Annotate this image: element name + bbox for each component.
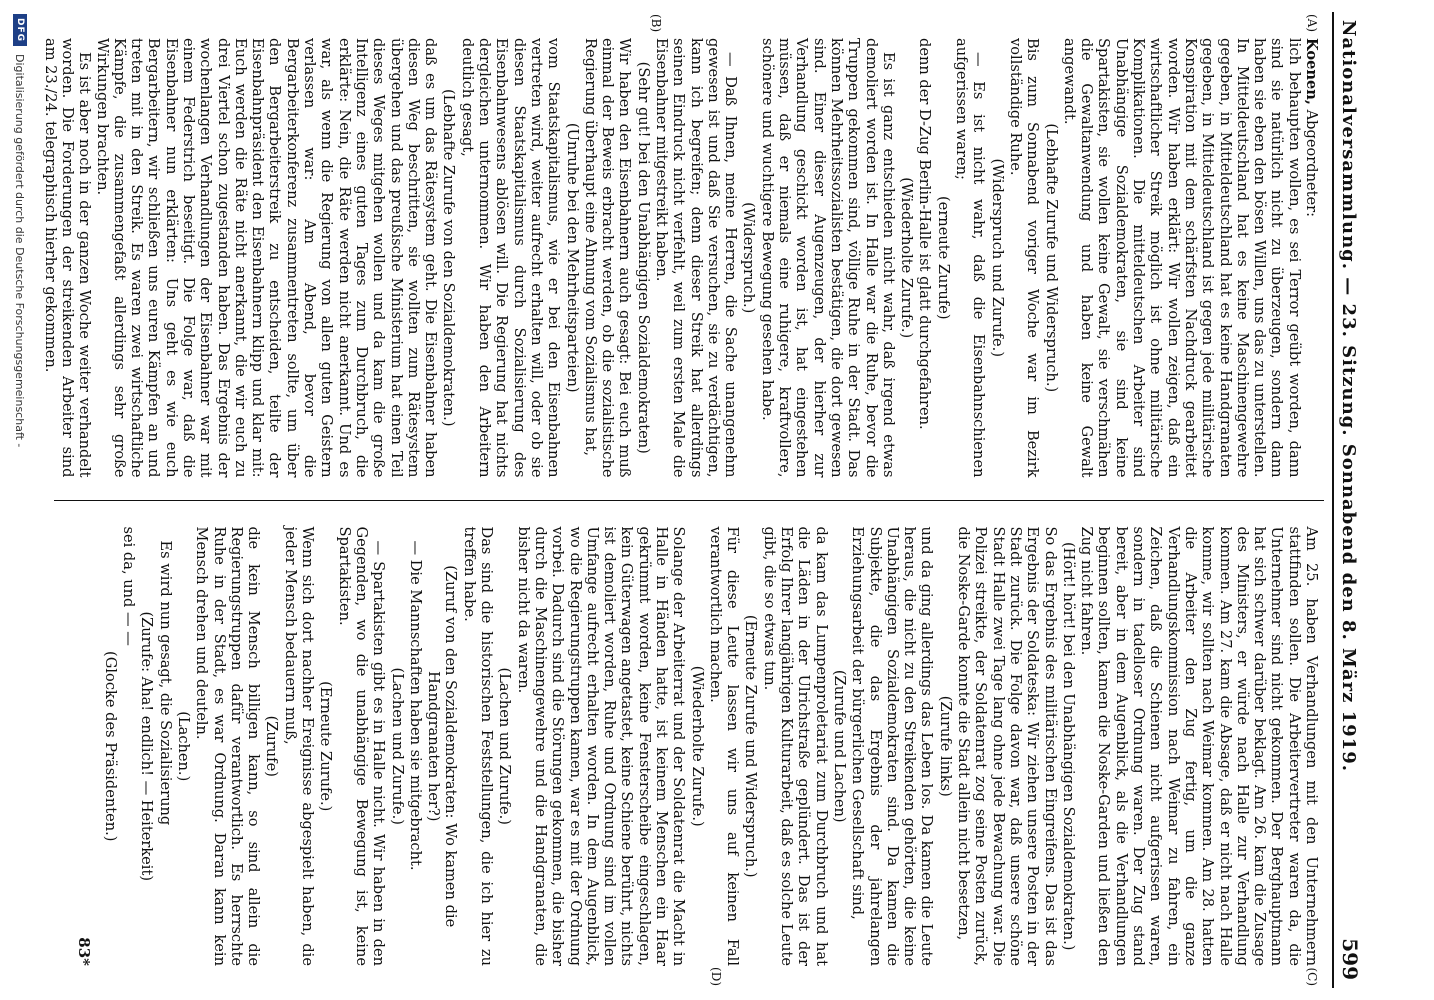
paragraph: Bis zum Sonnabend voriger Woche war im Bezirk vollständige Ruhe.	[1006, 38, 1042, 478]
paragraph: Das sind die historischen Feststellungen, die ich hier zu treffen habe.	[460, 526, 496, 966]
dfg-logo: DFG	[13, 14, 27, 46]
paragraph: — Die Mannschaften haben sie mitgebracht.	[406, 540, 424, 871]
interjection: (Glocke des Präsidenten.)	[101, 651, 119, 842]
margin-marker-b: (B)	[649, 14, 663, 33]
interjection: (Sehr gut! bei den Unabhängigen Sozialdemokraten)	[634, 61, 652, 454]
paragraph: sei da, und — —	[120, 526, 138, 646]
left-column	[41, 12, 1324, 501]
interjection: (Zurufe)	[263, 715, 281, 777]
digitization-credit	[0, 0, 40, 1000]
paragraph: denn der D-Zug Berlin-Halle ist glatt durchgefahren.	[916, 38, 934, 430]
margin-marker-d: (D)	[709, 967, 723, 986]
paragraph: die kein Mensch billigen kann, so sind allein die Regierungstruppen dafür verantwortlich. Es herrschte Ruhe in der Stadt, es war Ordnung. Daran kann kein Mensch drehen und deuteln.	[193, 526, 263, 966]
interjection: (Zuruf von den Sozialdemokraten: Wo kamen die Handgranaten her?)	[425, 565, 460, 928]
paragraph: und da ging allerdings das Leben los. Da kamen die Leute heraus, die nicht zu den Streikenden gehörten, die keine Unabhängigen Sozialdemokraten sind. Da kamen die Subjekte, die das Ergebnis der jahrelangen Erziehungsarbeit der bürgerlichen Gesellschaft sind,	[849, 526, 936, 966]
left-column-text	[41, 38, 1320, 478]
interjection: (Lachen.)	[175, 711, 192, 782]
interjection: (Unruhe bei den Mehrheitsparteien)	[563, 122, 581, 393]
paragraph: Solange der Arbeiterrat und der Soldatenrat die Macht in Halle in Händen hatte, ist keinem Menschen ein Haar gekrümmt worden, keine Fensterscheibe eingeschlagen, kein Güterwagen angetastet, keine Schiene berührt, nichts ist demoliert worden, Ruhe und Ordnung sind im vollen Umfange aufrecht erhalten worden. In dem Augenblick, wo die Regierungstruppen kamen, war es mit der Ordnung vorbei. Dadurch sind die Störungen gekommen, die bisher durch die Maschinengewehre und die Handgranaten, die bisher nicht da waren.	[514, 526, 688, 966]
interjection: (Wiederholte Zurufe.)	[898, 177, 916, 339]
running-title: Nationalversammlung. — 23. Sitzung. Sonnabend den 8. März 1919.	[1338, 20, 1359, 772]
speaker-name: Koenen,	[1303, 38, 1320, 105]
speaker-role: Abgeordneter:	[1303, 109, 1320, 218]
interjection: (Widerspruch und Zurufe.)	[988, 158, 1006, 358]
interjection: (Erneute Zurufe und Widerspruch.)	[742, 614, 760, 878]
interjection: (Wiederholte Zurufe.)	[688, 665, 706, 827]
paragraph: da kam das Lumpenproletariat zum Durchbruch und hat die Läden in der Ulrichstraße geplündert. Das ist der Erfolg Ihrer langjährigen Kulturarbeit, daß es solche Leute gibt, die so etwas tun.	[760, 526, 830, 966]
two-column-body	[41, 12, 1324, 988]
paragraph: Für diese Leute lassen wir uns auf keinen Fall verantwortlich machen.	[706, 526, 742, 966]
paragraph: lich behaupten wollen, es sei Terror geübt worden, dann sind sie natürlich nicht zu überzeugen, sondern dann haben sie eben den bösen Willen, uns das zu unterstellen. In Mitteldeutschland hat es keine Maschinengewehre gegeben, in Mitteldeutschland hat es keine Handgranaten gegeben, in Mitteldeutschland ist gegen jede militärische Konspiration mit dem schärfsten Nachdruck gearbeitet worden. Wir haben erklärt: Wir wollen zeigen, daß ein wirtschaftlicher Streik möglich ist ohne militärische Komplikationen. Die mitteldeutschen Arbeiter sind Unabhängige Sozialdemokraten, sie sind keine Spartakisten, sie wollen keine Gewalt, sie verschmähen die Gewaltanwendung und haben keine Gewalt angewandt.	[1060, 38, 1303, 478]
right-column	[54, 501, 1324, 989]
paragraph: vom Staatskapitalismus, wie er bei den Eisenbahnen vertreten wird, weiter aufrecht erhalten will, oder ob sie diesen Staatskapitalismus durch Sozialisierung des Eisenbahnwesens ablösen will. Die Regierung hat nichts dergleichen unternommen. Wir haben den Arbeitern deutlich gesagt,	[458, 38, 563, 478]
paragraph: daß es um das Rätesystem geht. Die Eisenbahner haben diesen Weg beschritten, sie wollten zum Rätesystem übergehen und das preußische Ministerium hat einen Teil dieses Weges mitgehen wollen und da kam die große Intelligenz eines guten Tages zum Durchbruch, die erklärte: Nein, die Räte werden nicht anerkannt. Und es war, als wenn die Regierung von allen guten Geistern verlassen war: Am Abend, bevor die Bergarbeiterkonferenz zusammentreten sollte, um über den Bergarbeiterstreik zu entscheiden, teilte der Eisenbahnpräsident den Eisenbahnern klipp und klar mit: Euch werden die Räte nicht anerkannt, die wir euch zu drei Viertel schon zugestanden haben. Das Ergebnis der wochenlangen Verhandlungen der Eisenbahner war mit einem Federstrich beseitigt. Die Folge war, daß die Eisenbahner nun erklärten: Uns geht es wie euch Bergarbeitern, wir schließen uns euren Kämpfen an und treten mit in den Streik. Es waren zwei wirtschaftliche Kämpfe, die zusammengefaßt allerdings sehr große Wirkungen brachten.	[93, 38, 440, 478]
interjection: (erneute Zurufe)	[934, 195, 952, 320]
margin-marker-a: (A)	[1305, 14, 1319, 33]
right-column-text	[102, 527, 1320, 967]
paragraph: Am 25. haben Verhandlungen mit den Unternehmern stattfinden sollen. Die Arbeitervertreter waren da, die Unternehmer sind nicht gekommen. Der Berghauptmann hat sich schwer darüber beklagt. Am 26. kam die Zusage des Ministers, er würde nach Halle zur Verhandlung kommen. Am 27. kam die Absage, daß er nicht nach Halle komme, wir sollten nach Weimar kommen. Am 28. hatten die Arbeiter den Zug fertig, um die ganze Verhandlungskommission nach Weimar zu fahren, ein Zeichen, daß die Schienen nicht aufgerissen waren, sondern in tadelloser Ordnung waren. Der Zug stand bereit, aber in dem Augenblick, als die Verhandlungen beginnen sollten, kamen die Noske-Garden und ließen den Zug nicht fahren.	[1078, 526, 1320, 966]
interjection: (Lebhafte Zurufe und Widerspruch.)	[1042, 123, 1060, 393]
paragraph: Wenn sich dort nachher Ereignisse abgespielt haben, die jeder Mensch bedauern muß,	[281, 526, 317, 966]
paragraph: So das Ergebnis des militärischen Eingreifens. Das ist das Ergebnis der Soldateska: Wir ziehen unsere Posten in der Stadt zurück. Die Folge davon war, daß unsere schöne Stadt Halle zwei Tage lang ohne jede Bewachung war. Die Polizei streikte, der Soldatenrat zog seine Posten zurück, die Noske-Garde konnte die Stadt allein nicht besetzen,	[955, 526, 1059, 966]
interjection: (Zurufe links)	[936, 695, 954, 797]
signature-mark: 83*	[74, 937, 93, 966]
printed-page	[41, 12, 1374, 988]
paragraph: Wir haben den Eisenbahnern auch gesagt: Bei euch muß einmal der Beweis erbracht werden, ob die sozialistische Regierung überhaupt eine Ahnung vom Sozialismus hat,	[581, 38, 634, 478]
paragraph: Es ist aber noch in der ganzen Woche weiter verhandelt worden. Die Forderungen der streikenden Arbeiter sind am 23./24. telegraphisch hierher gekommen.	[41, 38, 94, 478]
speaker-line	[1303, 38, 1320, 478]
margin-marker-c: (C)	[1305, 967, 1319, 986]
paragraph: Es wird nun gesagt, die Sozialisierung	[156, 540, 174, 826]
page-number: 599	[1338, 938, 1362, 980]
credit-text: Digitalisierung gefördert durch die Deutsche Forschungsgemeinschaft -	[13, 54, 27, 448]
interjection: (Hört! hört! bei den Unabhängigen Sozialdemokraten.)	[1059, 541, 1077, 951]
interjection: (Widerspruch.)	[740, 202, 758, 314]
interjection: (Zurufe und Lachen)	[830, 669, 848, 823]
paragraph: — Es ist nicht wahr, daß die Eisenbahnschienen aufgerissen waren;	[953, 38, 988, 478]
interjection: (Lachen und Zurufe.)	[388, 667, 406, 825]
interjection: (Lebhafte Zurufe von den Sozialdemokraten.)	[440, 88, 458, 427]
interjection: (Lachen und Zurufe.)	[496, 667, 514, 825]
paragraph: — Spartakisten gibt es in Halle nicht. Wir haben in den Gegenden, wo die unabhängige Bewegung ist, keine Spartakisten.	[335, 526, 388, 966]
interjection: (Zurufe: Aha! endlich! — Heiterkeit)	[138, 611, 156, 882]
running-head	[1332, 12, 1374, 988]
paragraph: — Daß Ihnen, meine Herren, die Sache unangenehm gewesen ist und daß Sie versuchen, sie zu verdächtigen, kann ich begreifen; denn dieser Streik hat allerdings seinen Eindruck nicht verfehlt, weil zum ersten Male die Eisenbahner mitgestreikt haben.	[653, 38, 740, 478]
paragraph: Es ist ganz entschieden nicht wahr, daß irgend etwas demoliert worden ist. In Halle war die Ruhe, bevor die Truppen gekommen sind, völlige Ruhe in der Stadt. Das können Mehrheitssozialisten bestätigen, die dort gewesen sind. Einer dieser Augenzeugen, der hierher zur Verhandlung geschickt worden ist, hat eingestehen müssen, daß er niemals eine ruhigere, kraftvollere, schönere und wuchtigere Bewegung gesehen habe.	[758, 38, 897, 478]
interjection: (Erneute Zurufe.)	[317, 681, 335, 812]
